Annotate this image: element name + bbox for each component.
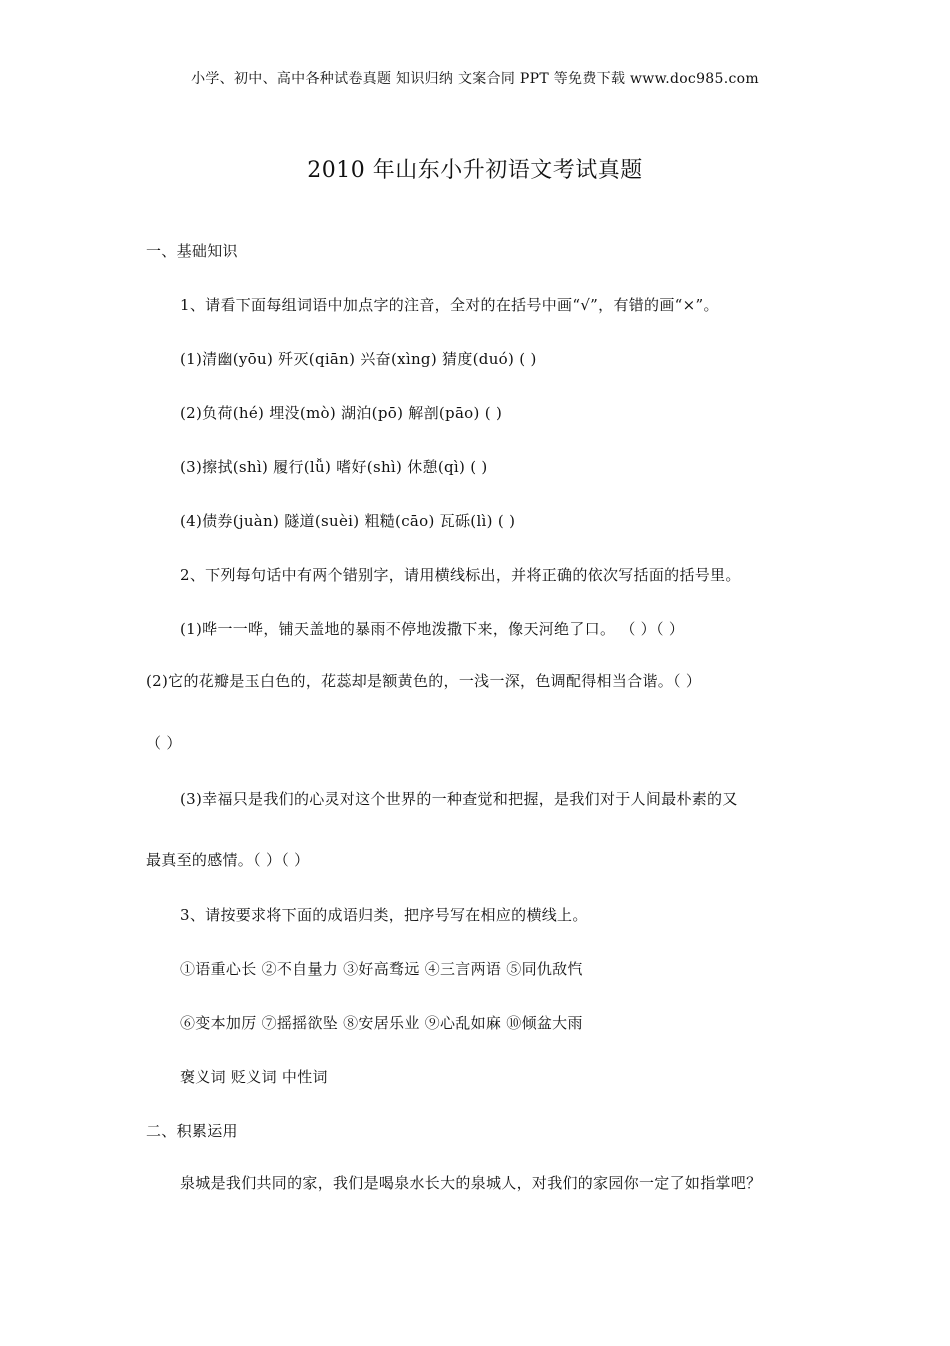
question-2-item-2: (2)它的花瓣是玉白色的，花蕊却是额黄色的，一浅一深，色调配得相当合谐。（ ） xyxy=(146,672,702,690)
question-2-item-3: (3)幸福只是我们的心灵对这个世界的一种查觉和把握，是我们对于人间最朴素的又 xyxy=(180,790,738,808)
question-1-item: (1)清幽(yōu) 歼灭(qiān) 兴奋(xìng) 猜度(duó) ( ) xyxy=(180,350,537,368)
question-1-item: (2)负荷(hé) 埋没(mò) 湖泊(pō) 解剖(pāo) ( ) xyxy=(180,404,503,422)
idiom-list-row-2: ⑥变本加厉 ⑦摇摇欲坠 ⑧安居乐业 ⑨心乱如麻 ⑩倾盆大雨 xyxy=(180,1014,583,1032)
question-1-prompt: 1、请看下面每组词语中加点字的注音，全对的在括号中画“√”，有错的画“×”。 xyxy=(180,296,719,314)
question-1-item: (3)擦拭(shì) 履行(lǚ) 嗜好(shì) 休憩(qì) ( ) xyxy=(180,458,488,476)
section-heading-basics: 一、基础知识 xyxy=(146,242,238,260)
question-2-prompt: 2、下列每句话中有两个错别字，请用横线标出，并将正确的依次写括面的括号里。 xyxy=(180,566,741,584)
question-2-item-3-continued: 最真至的感情。（ ）（ ） xyxy=(146,851,310,869)
question-2-item-2-continued: （ ） xyxy=(146,734,182,752)
section-2-intro: 泉城是我们共同的家，我们是喝泉水长大的泉城人，对我们的家园你一定了如指掌吧？ xyxy=(180,1174,762,1192)
question-3-prompt: 3、请按要求将下面的成语归类，把序号写在相应的横线上。 xyxy=(180,906,588,924)
page-header: 小学、初中、高中各种试卷真题 知识归纳 文案合同 PPT 等免费下载 www.doc985.com xyxy=(191,71,759,87)
question-2-item-1: (1)哗一一哗，铺天盖地的暴雨不停地泼撒下来，像天河绝了口。 （ ）（ ） xyxy=(180,620,685,638)
section-heading-accumulation: 二、积累运用 xyxy=(146,1122,238,1140)
question-1-item: (4)债券(juàn) 隧道(suèi) 粗糙(cāo) 瓦砾(lì) ( ) xyxy=(180,512,516,530)
idiom-list-row-1: ①语重心长 ②不自量力 ③好高骛远 ④三言两语 ⑤同仇敌忾 xyxy=(180,960,583,978)
idiom-categories: 褒义词 贬义词 中性词 xyxy=(180,1068,328,1086)
page-title: 2010 年山东小升初语文考试真题 xyxy=(307,158,643,183)
